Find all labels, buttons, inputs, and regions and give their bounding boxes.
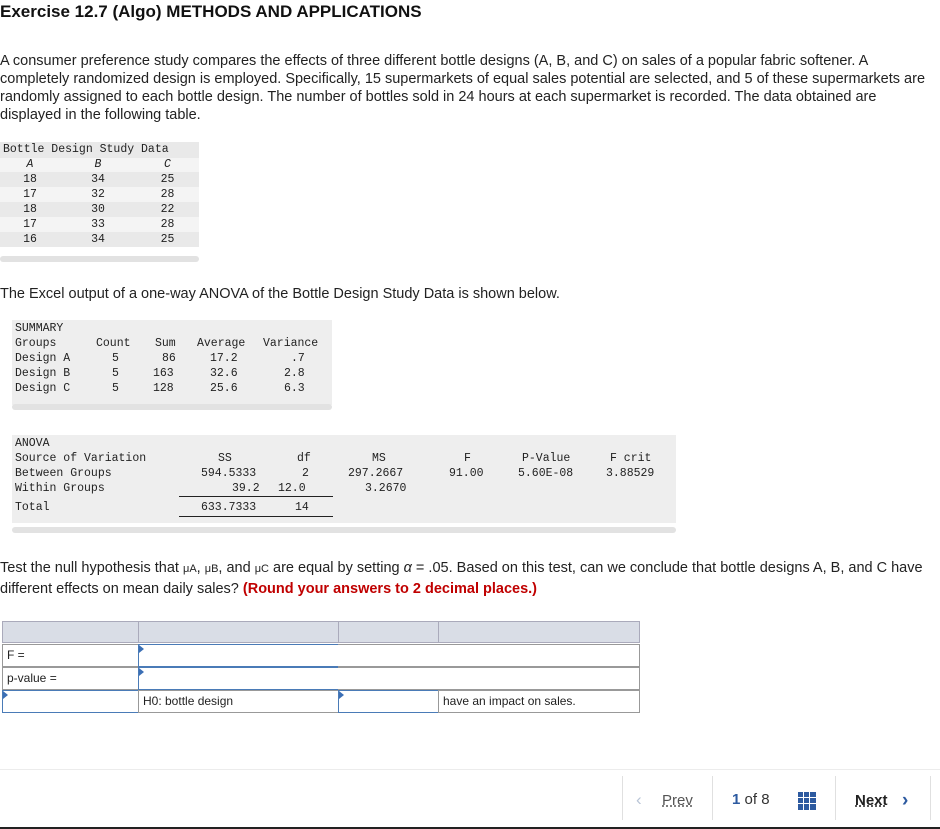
variance-value: .7 xyxy=(291,352,305,365)
table-row xyxy=(0,187,199,202)
chevron-right-icon: › xyxy=(902,790,909,811)
ss-between: 594.5333 xyxy=(201,467,257,480)
col-variance: Variance xyxy=(263,337,319,350)
anova-label: ANOVA xyxy=(15,437,50,450)
ss-within: 39.2 xyxy=(232,482,260,495)
table-row xyxy=(0,232,199,247)
sum-value: 86 xyxy=(162,352,176,365)
cell: 25 xyxy=(160,173,175,186)
question-part3: = .05. Based on this test, can we conclude that bottle designs A, B, and C have different effects on mean daily sales? xyxy=(0,560,923,597)
cell: 22 xyxy=(160,203,175,216)
chevron-left-icon: ‹ xyxy=(636,790,642,809)
col-ms: MS xyxy=(372,452,386,465)
input-flag-icon xyxy=(3,691,8,699)
cell: 28 xyxy=(160,218,175,231)
next-label: Next xyxy=(855,792,888,809)
df-between: 2 xyxy=(302,467,309,480)
page-indicator xyxy=(732,791,770,808)
grid-icon[interactable] xyxy=(798,792,816,810)
cell: 33 xyxy=(91,218,105,231)
anova-output xyxy=(12,435,676,523)
variance-value: 2.8 xyxy=(284,367,305,380)
header-b: B xyxy=(94,158,102,171)
question-sep1: , xyxy=(196,560,205,576)
ss-total: 633.7333 xyxy=(201,501,257,514)
col-p-value: P-Value xyxy=(522,452,571,465)
df-within: 12.0 xyxy=(278,482,306,495)
conclusion-dropdown[interactable] xyxy=(338,690,439,713)
col-f: F xyxy=(464,452,471,465)
col-average: Average xyxy=(197,337,246,350)
empty-cell xyxy=(338,667,640,690)
col-df: df xyxy=(297,452,311,465)
average-value: 25.6 xyxy=(210,382,238,395)
group-name: Design B xyxy=(15,367,71,380)
page-current: 1 xyxy=(732,791,741,808)
f-value: 91.00 xyxy=(449,467,484,480)
next-button[interactable] xyxy=(852,790,918,812)
answer-header-cell xyxy=(2,621,139,643)
col-source: Source of Variation xyxy=(15,452,147,465)
alpha-symbol: α xyxy=(403,560,412,576)
col-ss: SS xyxy=(218,452,232,465)
summary-scrollbar[interactable] xyxy=(12,404,332,410)
cell: 16 xyxy=(23,233,37,246)
mu-a: μA xyxy=(182,563,197,575)
page-of: of xyxy=(744,791,758,808)
variance-value: 6.3 xyxy=(284,382,305,395)
anova-intro-text: The Excel output of a one-way ANOVA of the Bottle Design Study Data is shown below. xyxy=(0,286,560,302)
mu-c: μC xyxy=(254,563,269,575)
sum-rule-top xyxy=(179,496,333,497)
source-total: Total xyxy=(15,501,50,514)
col-sum: Sum xyxy=(155,337,176,350)
sum-rule-bottom xyxy=(179,516,333,517)
answer-header-cell xyxy=(138,621,339,643)
answer-table xyxy=(2,621,640,713)
count-value: 5 xyxy=(112,367,119,380)
nav-separator xyxy=(930,776,931,820)
ms-between: 297.2667 xyxy=(348,467,404,480)
cell: 25 xyxy=(160,233,175,246)
ms-within: 3.2670 xyxy=(365,482,407,495)
f-label: F = xyxy=(2,644,139,667)
cell: 34 xyxy=(91,233,105,246)
intro-paragraph: A consumer preference study compares the effects of three different bottle designs (A, B, and C) on sales of a popular fabric softener. A completely randomized design is employed. Specifically, 15 supermarkets of equal sales potential are selected, and 5 of these supermarkets are randomly assigned to each bottle design. The number of bottles sold in 24 hours at each supermarket is recorded. The data obtained are displayed in the following table. xyxy=(0,53,926,123)
df-total: 14 xyxy=(295,501,309,514)
mu-b: μB xyxy=(204,563,219,575)
table-row xyxy=(0,172,199,187)
cell: 18 xyxy=(23,173,37,186)
header-a: A xyxy=(26,158,34,171)
cell: 32 xyxy=(91,188,105,201)
exercise-title: Exercise 12.7 (Algo) METHODS AND APPLICATIONS xyxy=(0,2,422,21)
source-within: Within Groups xyxy=(15,482,105,495)
question-text xyxy=(0,558,936,599)
source-between: Between Groups xyxy=(15,467,112,480)
average-value: 32.6 xyxy=(210,367,238,380)
prev-label: Prev xyxy=(662,792,693,809)
impact-text: have an impact on sales. xyxy=(438,690,640,713)
input-flag-icon xyxy=(139,668,144,676)
p-value: 5.60E-08 xyxy=(518,467,574,480)
sum-value: 128 xyxy=(153,382,174,395)
header-c: C xyxy=(164,158,171,171)
p-value-input[interactable] xyxy=(138,667,339,690)
nav-separator xyxy=(622,776,623,820)
table-row xyxy=(0,202,199,217)
group-name: Design C xyxy=(15,382,71,395)
cell: 28 xyxy=(160,188,175,201)
page-total: 8 xyxy=(761,791,770,808)
f-crit-value: 3.88529 xyxy=(606,467,655,480)
col-count: Count xyxy=(96,337,131,350)
cell: 18 xyxy=(23,203,37,216)
bottle-table-header xyxy=(0,158,199,172)
rounding-instruction: (Round your answers to 2 decimal places.) xyxy=(242,581,537,597)
bottle-table-scrollbar[interactable] xyxy=(0,256,199,262)
cell: 17 xyxy=(23,218,37,231)
prev-button[interactable] xyxy=(636,790,700,812)
h0-text: H0: bottle design xyxy=(138,690,339,713)
question-sep2: , and xyxy=(218,560,255,576)
question-part1: Test the null hypothesis that xyxy=(0,560,183,576)
cell: 17 xyxy=(23,188,37,201)
bottle-table-title: Bottle Design Study Data xyxy=(3,143,169,156)
input-flag-icon xyxy=(139,645,144,653)
summary-output xyxy=(12,320,332,405)
question-part2: are equal by setting xyxy=(269,560,404,576)
summary-label: SUMMARY xyxy=(15,322,64,335)
bottle-design-table xyxy=(0,142,199,247)
decision-dropdown[interactable] xyxy=(2,690,139,713)
cell: 34 xyxy=(91,173,105,186)
sum-value: 163 xyxy=(153,367,174,380)
col-f-crit: F crit xyxy=(610,452,652,465)
f-input[interactable] xyxy=(138,644,339,667)
count-value: 5 xyxy=(112,382,119,395)
anova-scrollbar[interactable] xyxy=(12,527,676,533)
count-value: 5 xyxy=(112,352,119,365)
table-row xyxy=(0,217,199,232)
nav-separator xyxy=(835,776,836,820)
footer-divider xyxy=(0,769,940,770)
group-name: Design A xyxy=(15,352,71,365)
p-value-label: p-value = xyxy=(2,667,139,690)
input-flag-icon xyxy=(339,691,344,699)
empty-cell xyxy=(338,644,640,667)
bottle-table-body xyxy=(0,172,199,247)
average-value: 17.2 xyxy=(210,352,238,365)
cell: 30 xyxy=(91,203,105,216)
answer-header-cell xyxy=(338,621,439,643)
answer-header-cell xyxy=(438,621,640,643)
col-groups: Groups xyxy=(15,337,57,350)
nav-separator xyxy=(712,776,713,820)
